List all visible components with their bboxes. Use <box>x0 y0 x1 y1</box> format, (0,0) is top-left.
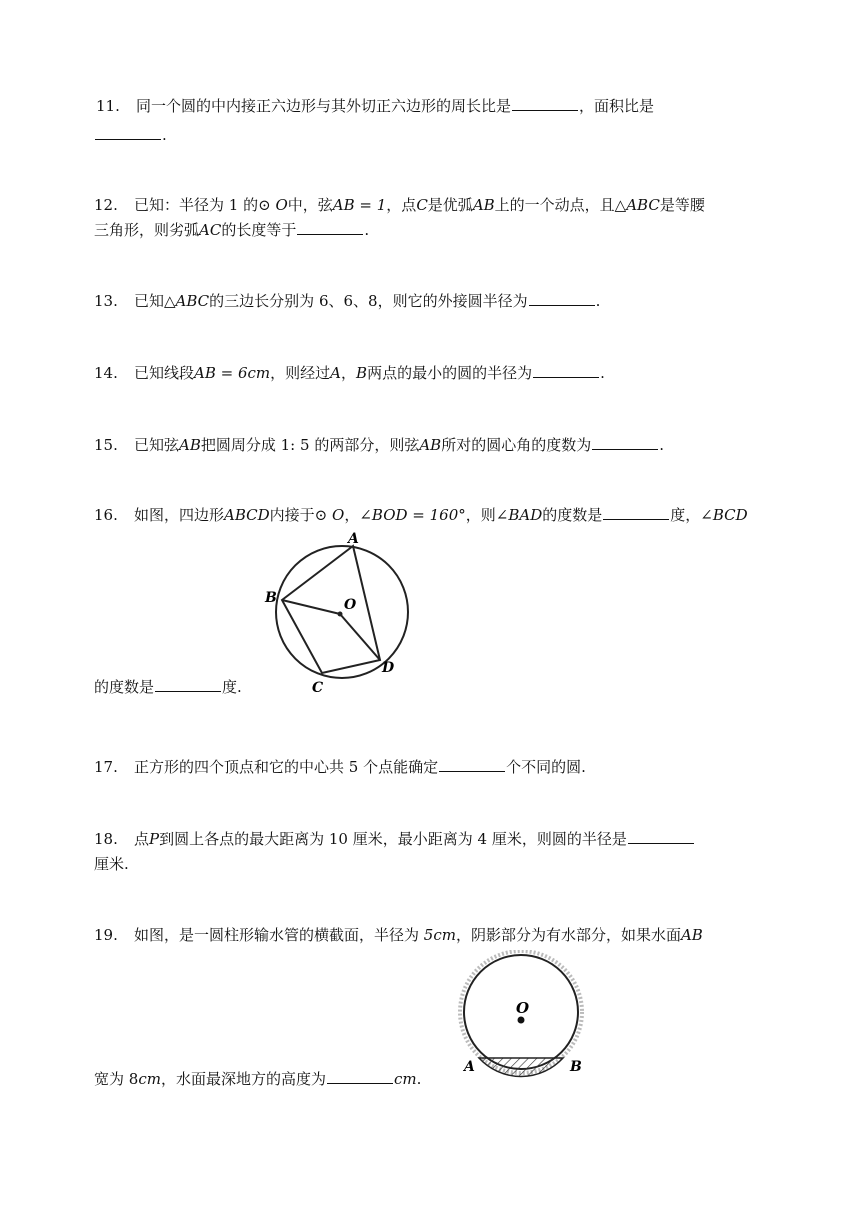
question-text: 内接于⊙ <box>269 506 328 524</box>
math-text: O <box>275 196 288 214</box>
question-text: 度. <box>222 678 242 696</box>
center-point <box>518 1017 525 1024</box>
question-number: 19. <box>94 926 118 944</box>
label-a: A <box>464 1059 475 1075</box>
math-text: A <box>330 364 342 382</box>
math-text: O <box>332 506 345 524</box>
question-number: 12. <box>94 196 118 214</box>
math-text: AB <box>680 926 703 944</box>
answer-blank[interactable] <box>529 291 595 306</box>
question-text: 同一个圆的中内接正六边形与其外切正六边形的周长比是 <box>136 97 512 115</box>
math-text: P <box>149 830 160 848</box>
question-text: . <box>416 1070 422 1088</box>
question-text: 的三边长分别为 6、6、8，则它的外接圆半径为 <box>209 292 528 310</box>
question-11 <box>96 95 654 117</box>
question-text: . <box>600 364 605 382</box>
math-text: BCD <box>712 506 748 524</box>
question-19-line2 <box>94 1068 421 1090</box>
answer-blank[interactable] <box>603 505 669 520</box>
figure-cyclic-quadrilateral <box>262 530 412 700</box>
math-text: B <box>356 364 368 382</box>
math-text: cm <box>393 1070 417 1088</box>
question-number: 15. <box>94 436 118 454</box>
question-text: 已知：半径为 1 的 <box>134 196 259 214</box>
question-text: 到圆上各点的最大距离为 10 厘米，最小距离为 4 厘米，则圆的半径是 <box>159 830 627 848</box>
math-text: BOD = 160° <box>371 506 466 524</box>
math-text: ABC <box>626 196 660 214</box>
question-text: 宽为 8 <box>94 1070 139 1088</box>
label-b: B <box>570 1059 582 1075</box>
segment-bo <box>282 600 340 614</box>
label-d: D <box>382 660 395 676</box>
center-point <box>338 612 343 617</box>
answer-blank[interactable] <box>95 125 161 140</box>
question-text: . <box>162 126 167 144</box>
question-text: 三角形，则劣弧 <box>94 221 200 239</box>
question-12 <box>94 194 705 216</box>
math-text: 5cm <box>423 926 456 944</box>
math-text: AB <box>472 196 495 214</box>
question-text: 所对的圆心角的度数为 <box>441 436 592 454</box>
question-text: 是等腰 <box>659 196 705 214</box>
question-19 <box>94 924 703 946</box>
math-text: BAD <box>508 506 543 524</box>
question-number: 14. <box>94 364 118 382</box>
question-text: ，阴影部分为有水部分，如果水面 <box>455 926 681 944</box>
question-text: 度，∠ <box>670 506 713 524</box>
label-b: B <box>265 590 277 606</box>
question-text: 如图，四边形 <box>134 506 225 524</box>
answer-blank[interactable] <box>512 96 578 111</box>
label-o: O <box>516 999 530 1017</box>
answer-blank[interactable] <box>439 757 505 772</box>
label-a: A <box>348 531 359 547</box>
question-text: 上的一个动点，且△ <box>494 196 627 214</box>
math-text: AB = 1 <box>332 196 387 214</box>
answer-blank[interactable] <box>533 363 599 378</box>
question-text: 把圆周分成 1: 5 的两部分，则弦 <box>200 436 420 454</box>
math-text: ABCD <box>224 506 270 524</box>
math-text: ABC <box>175 292 210 310</box>
question-number: 16. <box>94 506 118 524</box>
math-text: AC <box>199 221 222 239</box>
question-text: . <box>659 436 664 454</box>
question-14 <box>94 362 605 384</box>
circle-symbol: ⊙ <box>258 196 271 214</box>
question-text: 的度数是 <box>542 506 603 524</box>
question-13 <box>94 290 600 312</box>
question-11-line2 <box>94 124 167 146</box>
circle-outline <box>276 546 408 678</box>
question-text: 是优弧 <box>427 196 473 214</box>
question-text: . <box>595 292 601 310</box>
figure-pipe-cross-section <box>458 950 593 1085</box>
question-text: 中，弦 <box>287 196 333 214</box>
question-text: 已知弦 <box>134 436 180 454</box>
question-text: ， <box>341 364 357 382</box>
question-16 <box>94 504 748 526</box>
question-text: . <box>364 221 370 239</box>
question-text: 的长度等于 <box>221 221 297 239</box>
answer-blank[interactable] <box>628 829 694 844</box>
math-text: AB = 6cm <box>194 364 271 382</box>
question-text: 点 <box>134 830 150 848</box>
question-number: 11. <box>96 97 120 115</box>
question-18 <box>94 828 695 850</box>
math-text: AB <box>419 436 442 454</box>
question-text: ，∠ <box>344 506 372 524</box>
math-text: AB <box>179 436 201 454</box>
question-text: 厘米. <box>94 855 129 873</box>
water-segment <box>479 1058 563 1076</box>
question-16-line2 <box>94 676 242 698</box>
question-number: 18. <box>94 830 118 848</box>
question-text: 个不同的圆. <box>506 758 586 776</box>
question-12-line2 <box>94 219 369 241</box>
question-text: ，面积比是 <box>579 97 655 115</box>
answer-blank[interactable] <box>155 677 221 692</box>
question-text: 如图，是一圆柱形输水管的横截面，半径为 <box>134 926 424 944</box>
question-text: ，则经过 <box>270 364 331 382</box>
answer-blank[interactable] <box>592 435 658 450</box>
math-text: C <box>416 196 428 214</box>
answer-blank[interactable] <box>297 220 363 235</box>
label-c: C <box>312 680 324 696</box>
question-text: 已知线段 <box>134 364 195 382</box>
question-text: 已知△ <box>134 292 176 310</box>
answer-blank[interactable] <box>327 1069 393 1084</box>
question-18-line2 <box>94 853 129 875</box>
question-text: 的度数是 <box>94 678 155 696</box>
math-text: cm <box>138 1070 161 1088</box>
label-o: O <box>344 597 357 613</box>
question-text: ，点 <box>386 196 417 214</box>
question-text: 正方形的四个顶点和它的中心共 5 个点能确定 <box>134 758 439 776</box>
question-number: 13. <box>94 292 118 310</box>
question-15 <box>94 434 664 456</box>
question-text: 两点的最小的圆的半径为 <box>367 364 533 382</box>
question-text: ，水面最深地方的高度为 <box>160 1070 326 1088</box>
question-number: 17. <box>94 758 118 776</box>
question-text: ，则∠ <box>465 506 509 524</box>
question-17 <box>94 756 586 778</box>
